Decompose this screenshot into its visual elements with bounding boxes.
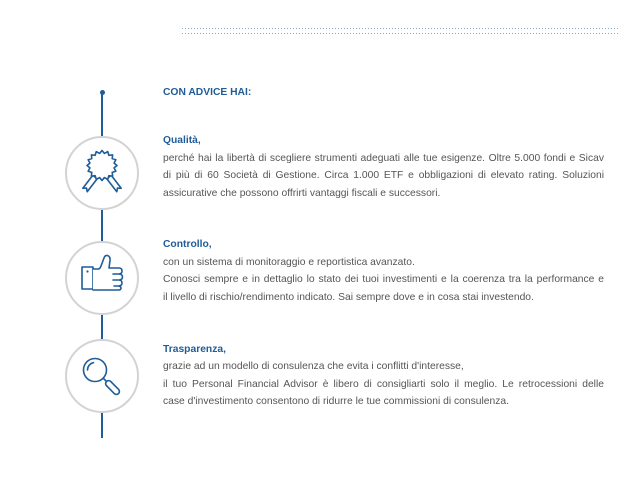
thumb-cuff-dot: [86, 270, 88, 272]
thumb-cuff: [82, 267, 93, 289]
feature-text-line: perché hai la libertà di scegliere strumenti adeguati alle tue esigenze. Oltre 5.000 fondi e Sicav: [163, 152, 604, 164]
feature-text-line: di più di 60 Società di Gestione. Circa 1.000 ETF e obbligazioni di elevato rating. Soluzioni: [163, 170, 604, 182]
quality-badge-icon: [65, 136, 139, 210]
feature-text-line: case d'investimento consentono di ridurre le tue commissioni di consulenza.: [163, 396, 509, 408]
dotted-divider-lower: [182, 33, 618, 34]
section-heading: CON ADVICE HAI:: [163, 87, 252, 98]
timeline-start-dot: [100, 90, 105, 95]
feature-icon-circle-quality: [65, 136, 139, 210]
feature-icon-circle-control: [65, 241, 139, 315]
feature-title-control: Controllo,: [163, 239, 212, 250]
feature-control: [163, 236, 604, 306]
feature-quality: [163, 132, 604, 202]
magnifier-handle: [104, 379, 120, 395]
badge-star-outline: [87, 151, 117, 181]
feature-text-line: assicurative che possono offrirti vantaggi fiscali e successori.: [163, 187, 441, 199]
magnifier-icon: [65, 339, 139, 413]
feature-icon-circle-transparency: [65, 339, 139, 413]
thumbs-up-icon: [65, 241, 139, 315]
feature-title-quality: Qualità,: [163, 135, 201, 146]
feature-transparency: [163, 341, 604, 411]
feature-text-line: con un sistema di monitoraggio e reportistica avanzato.: [163, 256, 415, 268]
dotted-divider-upper: [182, 28, 618, 29]
feature-title-transparency: Trasparenza,: [163, 343, 226, 355]
thumb-hand: [93, 255, 123, 290]
feature-text-line: grazie ad un modello di consulenza che evita i conflitti d'interesse,: [163, 361, 464, 373]
feature-text-line: il livello di rischio/rendimento indicato. Sai sempre dove e in cosa stai investendo.: [163, 291, 534, 303]
feature-text-line: Conosci sempre e in dettaglio lo stato dei tuoi investimenti e la coerenza tra la performance e: [163, 274, 604, 286]
feature-text-line: il tuo Personal Financial Advisor è libero di consigliarti solo il meglio. Le retrocessioni delle: [163, 378, 604, 390]
